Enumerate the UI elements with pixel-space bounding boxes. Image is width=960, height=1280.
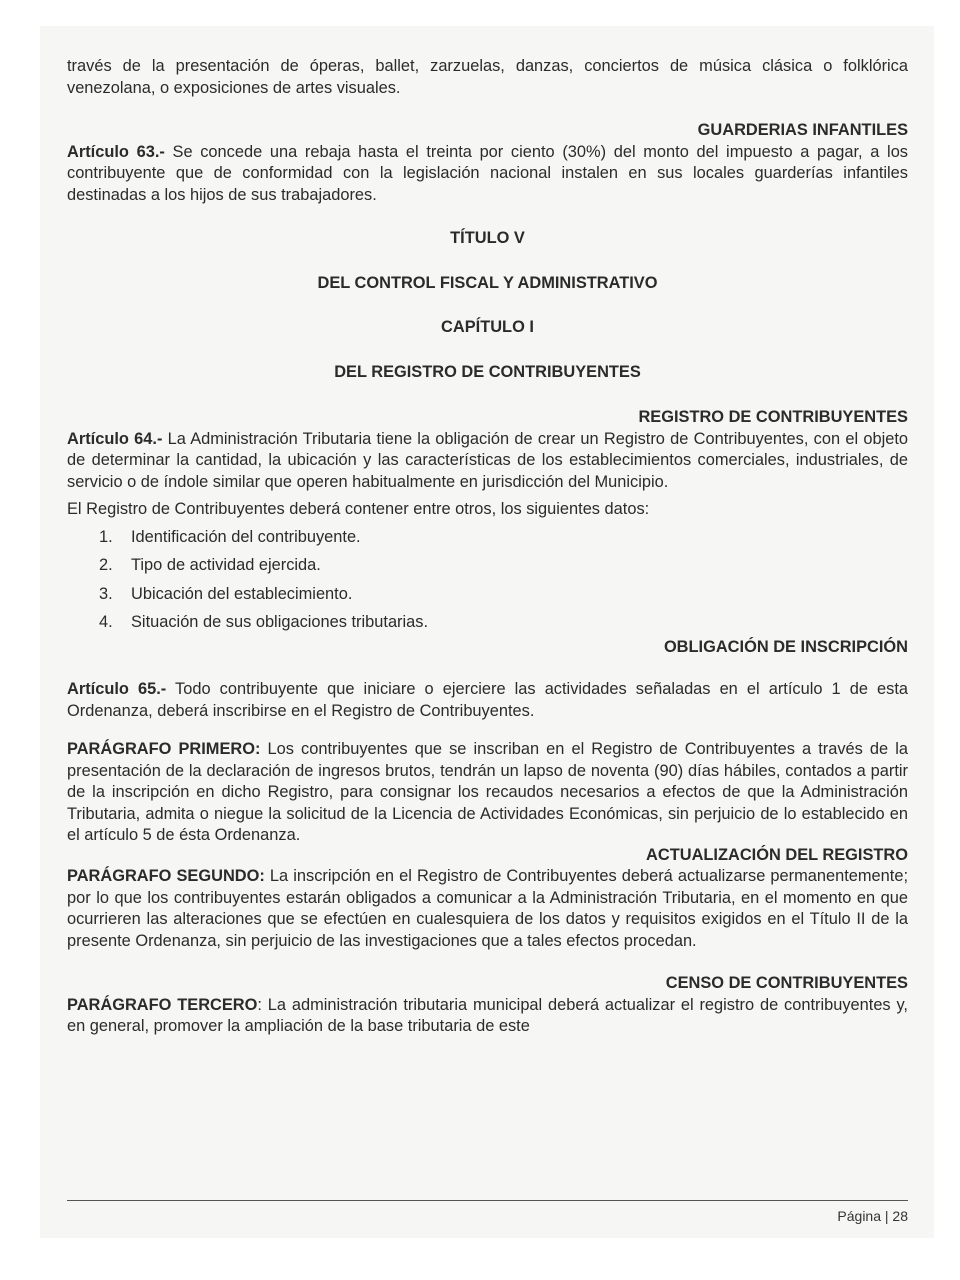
paragraph-continuation: través de la presentación de óperas, ballet, zarzuelas, danzas, conciertos de música clásica o folklórica venezolana, o exposiciones de artes visuales. bbox=[67, 57, 908, 97]
paragrafo-tercero-label: PARÁGRAFO TERCERO bbox=[67, 995, 258, 1014]
article-65-text: Todo contribuyente que iniciare o ejerciere las actividades señaladas en el artículo 1 de esta Ordenanza, deberá inscribirse en el Registro de Contribuyentes. bbox=[67, 680, 909, 720]
footer-divider bbox=[67, 1200, 908, 1201]
article-65 bbox=[67, 679, 908, 722]
document-page bbox=[40, 26, 934, 1238]
paragrafo-segundo-label: PARÁGRAFO SEGUNDO: bbox=[67, 867, 265, 885]
list-item bbox=[99, 612, 908, 634]
paragrafo-primero-label: PARÁGRAFO PRIMERO: bbox=[67, 740, 261, 758]
title-heading: TÍTULO V bbox=[450, 229, 525, 247]
list-number: 4. bbox=[99, 613, 113, 631]
list-text: Ubicación del establecimiento. bbox=[131, 584, 353, 603]
list-item bbox=[99, 527, 908, 549]
registro-intro: El Registro de Contribuyentes deberá contener entre otros, los siguientes datos: bbox=[67, 500, 650, 518]
article-63-label: Artículo 63.- bbox=[67, 142, 165, 161]
list-text: Identificación del contribuyente. bbox=[131, 527, 361, 546]
paragrafo-tercero-text: : La administración tributaria municipal deberá actualizar el registro de contribuyentes y, en general, promover la ampliación de la base tributaria de este bbox=[67, 995, 908, 1035]
list-text: Tipo de actividad ejercida. bbox=[131, 556, 321, 574]
paragrafo-primero bbox=[67, 739, 908, 847]
list-number: 3. bbox=[99, 584, 113, 603]
list-text: Situación de sus obligaciones tributarias. bbox=[131, 613, 429, 631]
heading-obligacion: OBLIGACIÓN DE INSCRIPCIÓN bbox=[663, 637, 908, 656]
article-64-label: Artículo 64.- bbox=[67, 429, 163, 448]
title-subheading: DEL CONTROL FISCAL Y ADMINISTRATIVO bbox=[317, 273, 658, 292]
document-body bbox=[67, 56, 908, 1038]
article-64-text: La Administración Tributaria tiene la obligación de crear un Registro de Contribuyentes, con el objeto de determinar la cantidad, la ubicación y las características de los establecimientos comerciales, industriales, de servicio o de índole similar que operen habitualmente en jurisdicción del Municipio. bbox=[67, 429, 908, 491]
heading-registro: REGISTRO DE CONTRIBUYENTES bbox=[638, 408, 908, 426]
article-64 bbox=[67, 429, 908, 494]
article-63-text: Se concede una rebaja hasta el treinta por ciento (30%) del monto del impuesto a pagar, a los contribuyente que de conformidad con la legislación nacional instalen en sus locales guarderías infantiles destinadas a los hijos de sus trabajadores. bbox=[67, 142, 909, 204]
article-65-label: Artículo 65.- bbox=[67, 680, 167, 698]
heading-censo: CENSO DE CONTRIBUYENTES bbox=[665, 974, 908, 992]
list-number: 2. bbox=[99, 556, 113, 574]
paragrafo-primero-text: Los contribuyentes que se inscriban en el Registro de Contribuyentes a través de la presentación de la declaración de ingresos brutos, tendrán un lapso de noventa (90) días hábiles, contados a partir de la inscripción en dicho Registro, para consignar los recaudos necesarios a efectos de que la Administración Tributaria, admita o niegue la solicitud de la Licencia de Actividades Económicas, sin perjuicio de lo establecido en el artículo 5 de ésta Ordenanza. bbox=[67, 740, 908, 844]
paragrafo-segundo-text: La inscripción en el Registro de Contribuyentes deberá actualizarse permanentemente; por lo que los contribuyentes estarán obligados a comunicar a la Administración Tributaria, en el momento en que ocurrieren las alteraciones que se efectúen en cualesquiera de los datos y requisitos exigidos en el Título II de la presente Ordenanza, sin perjuicio de las investigaciones que a tales efectos procedan. bbox=[67, 867, 909, 950]
paragrafo-segundo bbox=[67, 866, 908, 952]
page-number: Página | 28 bbox=[837, 1208, 908, 1224]
chapter-subheading: DEL REGISTRO DE CONTRIBUYENTES bbox=[334, 362, 641, 381]
heading-guarderias: GUARDERIAS INFANTILES bbox=[697, 121, 908, 139]
chapter-heading: CAPÍTULO I bbox=[441, 318, 534, 336]
list-item bbox=[99, 584, 908, 606]
paragrafo-tercero bbox=[67, 995, 908, 1038]
list-item bbox=[99, 555, 908, 577]
heading-actualizacion: ACTUALIZACIÓN DEL REGISTRO bbox=[646, 845, 908, 864]
article-63 bbox=[67, 142, 908, 207]
data-list bbox=[99, 527, 908, 634]
list-number: 1. bbox=[99, 527, 113, 546]
